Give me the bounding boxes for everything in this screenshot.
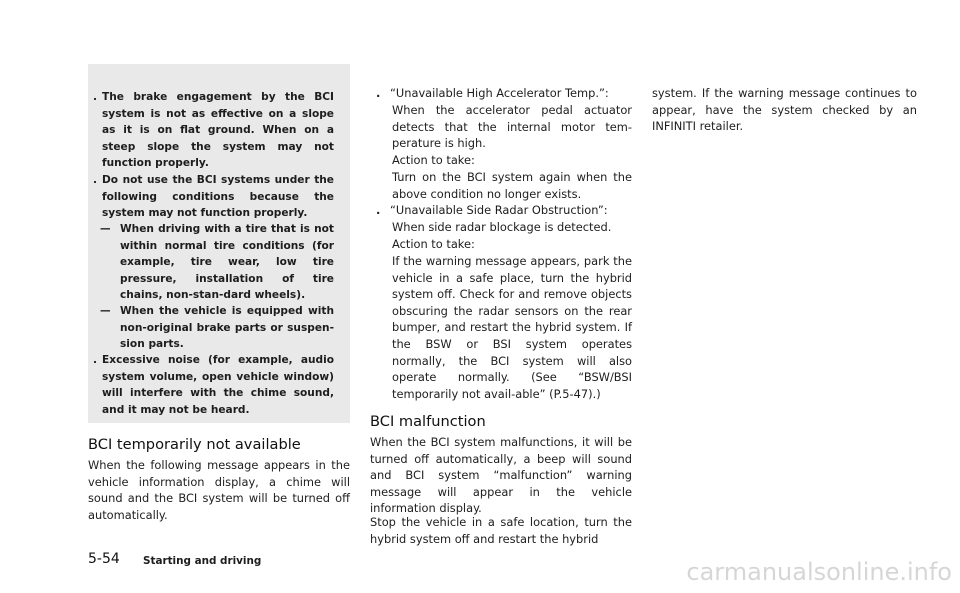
caution-box xyxy=(88,64,350,423)
caution-item xyxy=(93,352,334,418)
bullet: . xyxy=(376,203,381,217)
dash: — xyxy=(100,305,111,317)
bullet-title-text: “Unavailable High Accelerator Temp.”: xyxy=(390,86,609,100)
watermark: carmanualsonline.info xyxy=(686,558,952,586)
caution-item xyxy=(93,172,334,222)
caution-item-text: Excessive noise (for example, audio system volume, open vehicle window) will interfere with the chime sound, and it may not be heard. xyxy=(102,354,334,416)
paragraph: When side radar blockage is detected. xyxy=(392,220,612,234)
paragraph: Stop the vehicle in a safe location, turn the hybrid system off and restart the hybrid xyxy=(370,515,632,546)
section-heading: BCI malfunction xyxy=(370,413,486,430)
continued-text: system. If the warning message continues to appear, have the system checked by an INFINITI retailer. xyxy=(652,86,917,134)
caution-subitem-text: When the vehicle is equipped with non-original brake parts or suspen-sion parts. xyxy=(120,305,334,350)
paragraph: When the following message appears in the vehicle information display, a chime will sound and the BCI system will be turned off automatically. xyxy=(88,458,350,522)
caution-item-text: The brake engagement by the BCI system is not as effective on a slope as it is on flat ground. When on a steep slope the system may not function properly. xyxy=(102,91,334,169)
bullet-title-text: “Unavailable Side Radar Obstruction”: xyxy=(390,203,608,217)
paragraph: When the accelerator pedal actuator detects that the internal motor tem-perature is high. xyxy=(392,103,632,151)
paragraph: When the BCI system malfunctions, it will be turned off automatically, a beep will sound and BCI system “malfunction” warning message will appear in the vehicle information display. xyxy=(370,435,632,516)
action-label: Action to take: xyxy=(392,153,475,167)
bullet-item-title xyxy=(376,202,632,219)
page-number: 5-54 xyxy=(88,551,120,567)
paragraph-continued xyxy=(652,85,917,135)
caution-subitem xyxy=(100,303,334,353)
bullet: . xyxy=(93,91,98,103)
bullet: . xyxy=(93,174,98,186)
caution-subitem xyxy=(100,221,334,304)
caution-subitem-text: When driving with a tire that is not within normal tire conditions (for example, tire wear, low tire pressure, installation of tire chains, non-stan-dard wheels). xyxy=(120,223,334,301)
section-heading: BCI temporarily not available xyxy=(88,436,301,453)
bullet: . xyxy=(93,354,98,366)
caution-item xyxy=(93,89,334,172)
footer-section-title: Starting and driving xyxy=(143,555,262,567)
bullet-item-title xyxy=(376,85,632,102)
dash: — xyxy=(100,223,111,235)
caution-item-text: Do not use the BCI systems under the following conditions because the system may not function properly. xyxy=(102,174,334,219)
paragraph: Turn on the BCI system again when the above condition no longer exists. xyxy=(392,170,632,201)
bullet: . xyxy=(376,86,381,100)
paragraph: If the warning message appears, park the vehicle in a safe place, turn the hybrid system off. Check for and remove objects obscuring the radar sensors on the rear bumper, and restart the hybrid system. If the BSW or BSI system operates normally, the BCI system will also operate normally. (See “BSW/BSI temporarily not avail-able” (P.5-47).) xyxy=(392,254,632,401)
action-label: Action to take: xyxy=(392,237,475,251)
